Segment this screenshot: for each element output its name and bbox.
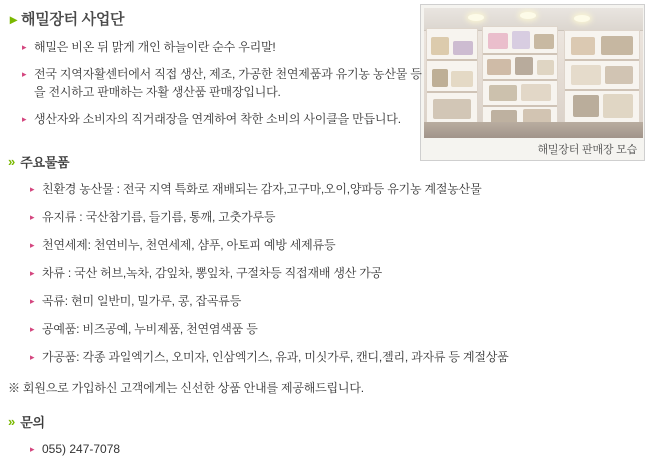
list-item-text: 천연세제: 천연비누, 천연세제, 샴푸, 아토피 예방 세제류등: [42, 238, 336, 252]
list-item: [30, 237, 657, 253]
list-item: [22, 110, 422, 128]
list-item: [30, 321, 657, 337]
list-item: [30, 181, 657, 197]
page-title-text: 해밀장터 사업단: [21, 11, 125, 28]
double-chevron-icon: »: [8, 154, 16, 169]
triangle-bullet-icon: ▸: [30, 268, 35, 278]
section-heading-label: 주요물품: [20, 155, 70, 170]
list-item-text: 차류 : 국산 허브,녹차, 감잎차, 뽕잎차, 구절차등 직접재배 생산 가공: [42, 266, 383, 280]
triangle-bullet-icon: ▸: [30, 240, 35, 250]
triangle-bullet-icon: ▸: [30, 184, 35, 194]
title-bullet-icon: ▸: [10, 10, 18, 27]
list-item-text: 유지류 : 국산참기름, 들기름, 통깨, 고춧가루등: [42, 210, 276, 224]
triangle-bullet-icon: ▸: [22, 69, 27, 79]
list-item-text: 전국 지역자활센터에서 직접 생산, 제조, 가공한 천연제품과 유기농 농산물 등을 전시하고 판매하는 자활 생산품 판매장입니다.: [34, 67, 422, 99]
list-item-text: 가공품: 각종 과일엑기스, 오미자, 인삼엑기스, 유과, 미싯가루, 캔디,젤리, 과자류 등 계절상품: [42, 350, 509, 364]
list-item: [22, 65, 422, 101]
products-list: [0, 181, 657, 365]
triangle-bullet-icon: ▸: [30, 212, 35, 222]
section-heading-label: 문의: [20, 415, 45, 430]
list-item: [30, 293, 657, 309]
list-item-text: 곡류: 현미 일반미, 밀가루, 콩, 잡곡류등: [42, 294, 242, 308]
triangle-bullet-icon: ▸: [30, 444, 35, 454]
triangle-bullet-icon: ▸: [22, 114, 27, 124]
contact-list: [0, 441, 657, 457]
list-item: [30, 265, 657, 281]
list-item-text: 생산자와 소비자의 직거래장을 연계하여 착한 소비의 사이클을 만듭니다.: [34, 112, 401, 126]
double-chevron-icon: »: [8, 414, 16, 429]
list-item: [30, 349, 657, 365]
list-item: [30, 209, 657, 225]
list-item-text: 공예품: 비즈공예, 누비제품, 천연염색품 등: [42, 322, 258, 336]
triangle-bullet-icon: ▸: [30, 324, 35, 334]
list-item-text: 친환경 농산물 : 전국 지역 특화로 재배되는 감자,고구마,오이,양파등 유기농 계절농산물: [42, 182, 482, 196]
membership-note: ※ 회원으로 가입하신 고객에게는 신선한 상품 안내를 제공해드립니다.: [8, 381, 364, 395]
triangle-bullet-icon: ▸: [30, 352, 35, 362]
intro-section: [0, 0, 657, 128]
page-title: [0, 8, 657, 29]
list-item: [22, 38, 422, 56]
phone-number-text: 055) 247-7078: [42, 442, 121, 456]
list-item: [30, 441, 657, 457]
photo-caption: 해밀장터 판매장 모습: [537, 144, 637, 156]
triangle-bullet-icon: ▸: [30, 296, 35, 306]
list-item-text: 해밀은 비온 뒤 맑게 개인 하늘이란 순수 우리말!: [34, 40, 276, 54]
triangle-bullet-icon: ▸: [22, 42, 27, 52]
section-heading-contact: [0, 412, 657, 431]
intro-list: [0, 38, 422, 128]
